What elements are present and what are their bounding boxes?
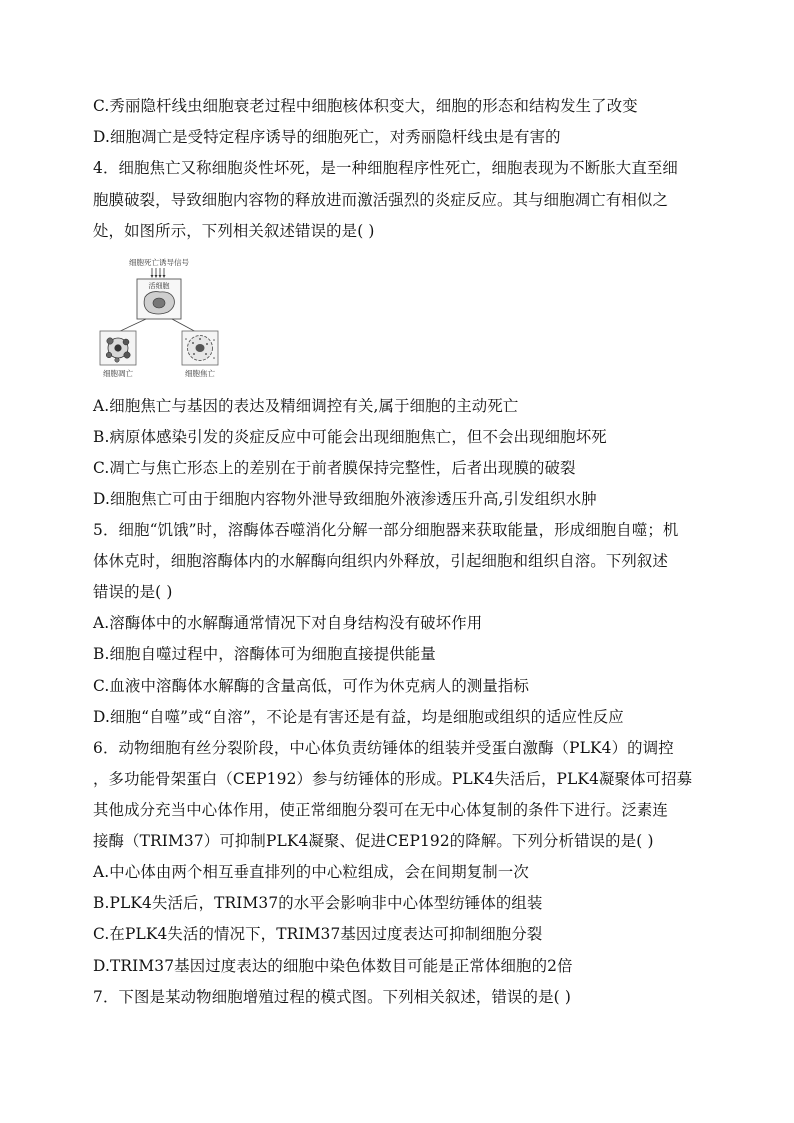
question-5-stem-1: 5．细胞“饥饿”时，溶酶体吞噬消化分解一部分细胞器来获取能量，形成细胞自噬；机 [93,521,679,539]
question-4-stem-2: 胞膜破裂，导致细胞内容物的释放进而激活强烈的炎症反应。其与细胞凋亡有相似之 [93,191,669,209]
question-5-stem-3: 错误的是( ) [93,583,173,601]
question-6-stem-1: 6．动物细胞有丝分裂阶段，中心体负责纺锤体的组装并受蛋白激酶（PLK4）的调控 [93,739,674,757]
option-6c: C.在PLK4失活的情况下，TRIM37基因过度表达可抑制细胞分裂 [93,925,543,943]
apoptosis-label: 细胞凋亡 [103,369,133,378]
option-5d: D.细胞“自噬”或“自溶”，不论是有害还是有益，均是细胞或组织的适应性反应 [93,708,624,726]
question-5-stem-2: 体休克时，细胞溶酶体内的水解酶向组织内外释放，引起细胞和组织自溶。下列叙述 [93,552,669,570]
question-6-stem-4: 接酶（TRIM37）可抑制PLK4凝聚、促进CEP192的降解。下列分析错误的是( ) [93,832,654,850]
question-4-stem-3: 处，如图所示，下列相关叙述错误的是( ) [93,222,375,240]
question-6-stem-3: 其他成分充当中心体作用，使正常细胞分裂可在无中心体复制的条件下进行。泛素连 [93,801,669,819]
figure-svg [98,255,220,381]
question-7-stem: 7．下图是某动物细胞增殖过程的模式图。下列相关叙述，错误的是( ) [93,988,571,1006]
option-4d: D.细胞焦亡可由于细胞内容物外泄导致细胞外液渗透压升高,引发组织水肿 [93,490,597,508]
option-5a: A.溶酶体中的水解酶通常情况下对自身结构没有破坏作用 [93,614,483,632]
option-3d: D.细胞凋亡是受特定程序诱导的细胞死亡，对秀丽隐杆线虫是有害的 [93,128,561,146]
option-4b: B.病原体感染引发的炎症反应中可能会出现细胞焦亡，但不会出现细胞坏死 [93,428,607,446]
option-3c: C.秀丽隐杆线虫细胞衰老过程中细胞核体积变大，细胞的形态和结构发生了改变 [93,97,638,115]
option-6d: D.TRIM37基因过度表达的细胞中染色体数目可能是正常体细胞的2倍 [93,957,573,975]
question-4-stem-1: 4．细胞焦亡又称细胞炎性坏死，是一种细胞程序性死亡，细胞表现为不断胀大直至细 [93,159,678,177]
option-5b: B.细胞自噬过程中，溶酶体可为细胞直接提供能量 [93,645,436,663]
question-6-stem-2: ，多功能骨架蛋白（CEP192）参与纺锤体的形成。PLK4失活后，PLK4凝聚体可招募 [93,770,693,788]
pyroptosis-label: 细胞焦亡 [185,369,215,378]
option-5c: C.血液中溶酶体水解酶的含量高低，可作为休克病人的测量指标 [93,677,530,695]
live-cell-label: 活细胞 [148,282,170,290]
pyroptosis-apoptosis-figure [98,255,220,381]
nucleus-icon [153,298,165,308]
option-6a: A.中心体由两个相互垂直排列的中心粒组成，会在间期复制一次 [93,863,529,881]
option-6b: B.PLK4失活后，TRIM37的水平会影响非中心体型纺锤体的组装 [93,894,543,912]
signal-arrows [152,268,164,276]
option-4a: A.细胞焦亡与基因的表达及精细调控有关,属于细胞的主动死亡 [93,397,519,415]
option-4c: C.凋亡与焦亡形态上的差别在于前者膜保持完整性，后者出现膜的破裂 [93,459,576,477]
signal-label: 细胞死亡诱导信号 [129,258,189,267]
